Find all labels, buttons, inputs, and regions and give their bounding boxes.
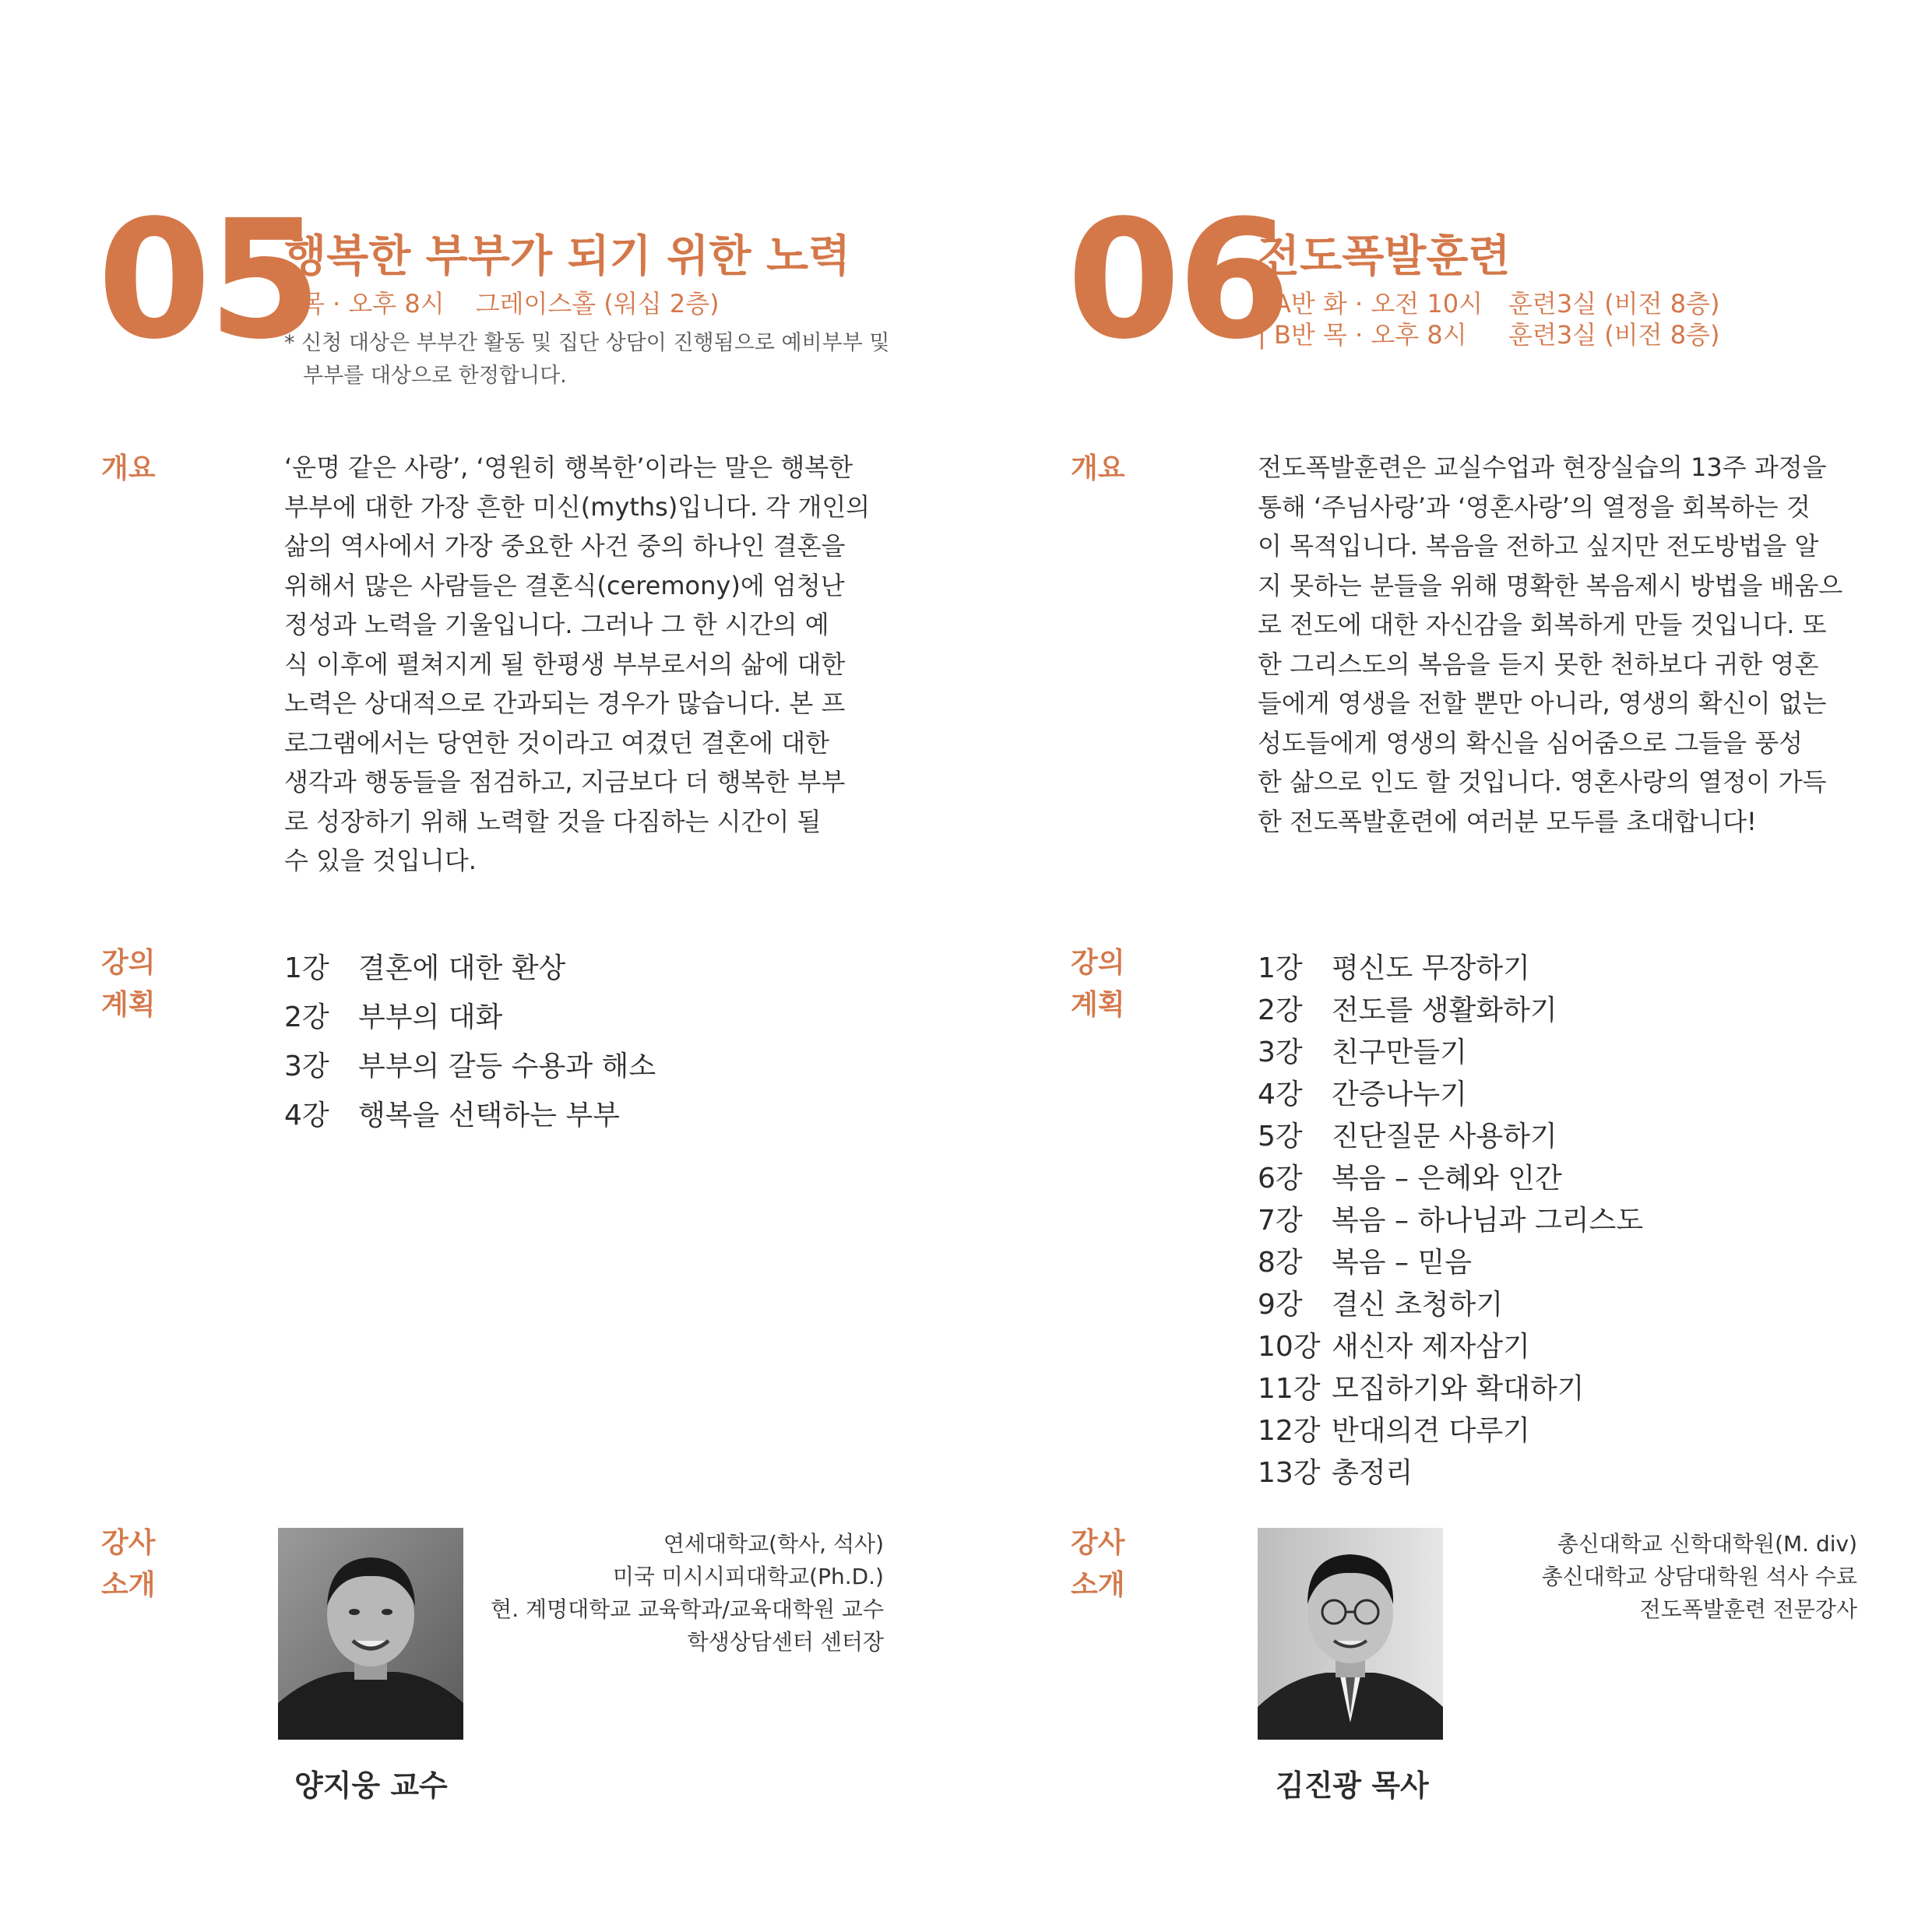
instructor-label-line: 강사 — [1071, 1527, 1125, 1559]
lecture-number: 5강 — [1258, 1121, 1303, 1153]
overview-line: 통해 ‘주님사랑’과 ‘영혼사랑’의 열정을 회복하는 것 — [1258, 491, 1811, 522]
overview-line: 노력은 상대적으로 간과되는 경우가 많습니다. 본 프 — [284, 688, 846, 718]
overview-line: 들에게 영생을 전할 뿐만 아니라, 영생의 확신이 없는 — [1258, 688, 1827, 718]
lecture-number: 12강 — [1258, 1415, 1321, 1447]
instructor-photo — [1258, 1528, 1443, 1740]
lecture-number: 10강 — [1258, 1331, 1321, 1363]
overview-line: 정성과 노력을 기울입니다. 그러나 그 한 시간의 예 — [284, 610, 829, 639]
overview-line: 로 전도에 대한 자신감을 회복하게 만들 것입니다. 또 — [1258, 610, 1827, 639]
lecture-title: 총정리 — [1332, 1457, 1413, 1489]
lecture-item — [1258, 1198, 1643, 1238]
bio-line: 총신대학교 상담대학원 석사 수료 — [1541, 1564, 1857, 1589]
overview-line: 로그램에서는 당연한 것이라고 여겼던 결혼에 대한 — [284, 727, 830, 758]
overview-line: 부부에 대한 가장 흔한 미신(myths)입니다. 각 개인의 — [284, 491, 871, 522]
schedule-day-time: | 목 · 오후 8시 — [284, 289, 445, 318]
lecture-item — [284, 995, 502, 1035]
lecture-number: 13강 — [1258, 1457, 1321, 1489]
lecture-item — [1258, 1367, 1584, 1406]
lecture-title: 친구만들기 — [1332, 1036, 1467, 1068]
lecture-title: 모집하기와 확대하기 — [1332, 1373, 1585, 1405]
plan-label-line: 강의 — [101, 947, 156, 979]
program-06 — [966, 0, 1931, 1932]
instructor-name: 양지웅 교수 — [294, 1768, 448, 1803]
program-title: 행복한 부부가 되기 위한 노력 — [284, 231, 851, 282]
lecture-item — [1258, 988, 1557, 1028]
instructor-label — [101, 1522, 156, 1606]
lecture-number: 2강 — [284, 1001, 329, 1033]
lecture-title: 반대의견 다루기 — [1332, 1415, 1530, 1447]
overview-line: ‘운명 같은 사랑’, ‘영원히 행복한’이라는 말은 행복한 — [284, 452, 853, 482]
overview-label: 개요 — [101, 452, 156, 484]
overview-text — [1258, 448, 1857, 841]
overview-line: 로 성장하기 위해 노력할 것을 다짐하는 시간이 될 — [284, 806, 822, 836]
lecture-item — [1258, 1156, 1562, 1196]
instructor-bio — [1542, 1528, 1857, 1626]
lecture-title: 진단질문 사용하기 — [1332, 1121, 1557, 1153]
lecture-item — [1258, 1325, 1530, 1364]
plan-label-line: 계획 — [101, 989, 156, 1021]
lecture-title: 결신 초청하기 — [1332, 1289, 1504, 1321]
bio-line: 연세대학교(학사, 석사) — [663, 1531, 884, 1557]
lecture-number: 1강 — [1258, 952, 1303, 984]
bio-line: 전도폭발훈련 전문강사 — [1639, 1596, 1857, 1622]
lecture-item — [284, 1093, 620, 1133]
lecture-number: 6강 — [1258, 1163, 1303, 1195]
note-line: * 신청 대상은 부부간 활동 및 집단 상담이 진행됨으로 예비부부 및 — [284, 331, 890, 355]
lecture-title: 복음 – 은혜와 인간 — [1332, 1163, 1562, 1195]
instructor-bio — [491, 1528, 884, 1659]
instructor-name: 김진광 목사 — [1276, 1768, 1429, 1803]
program-note — [284, 327, 889, 392]
note-line: 부부를 대상으로 한정합니다. — [303, 364, 567, 388]
program-title: 전도폭발훈련 — [1258, 231, 1511, 282]
lecture-number: 8강 — [1258, 1247, 1303, 1279]
overview-line: 위해서 많은 사람들은 결혼식(ceremony)에 엄청난 — [284, 570, 845, 600]
overview-line: 지 못하는 분들을 위해 명확한 복음제시 방법을 배움으 — [1258, 570, 1843, 600]
bio-line: 미국 미시시피대학교(Ph.D.) — [612, 1564, 884, 1589]
plan-label — [1071, 942, 1125, 1026]
lecture-title: 결혼에 대한 환상 — [358, 952, 566, 984]
lecture-title: 간증나누기 — [1332, 1079, 1467, 1110]
lecture-title: 부부의 갈등 수용과 해소 — [358, 1050, 656, 1082]
program-number: 05 — [97, 185, 319, 375]
lecture-title: 새신자 제자삼기 — [1332, 1331, 1530, 1363]
lecture-item — [1258, 1072, 1467, 1112]
overview-line: 식 이후에 펼쳐지게 될 한평생 부부로서의 삶에 대한 — [284, 649, 846, 679]
overview-line: 생각과 행동들을 점검하고, 지금보다 더 행복한 부부 — [284, 767, 846, 797]
lecture-item — [284, 1044, 656, 1084]
instructor-label-line: 소개 — [101, 1569, 156, 1601]
plan-label-line: 계획 — [1071, 989, 1125, 1021]
lecture-title: 복음 – 믿음 — [1332, 1247, 1472, 1279]
overview-line: 한 삶으로 인도 할 것입니다. 영혼사랑의 열정이 가득 — [1258, 767, 1827, 797]
overview-line: 이 목적입니다. 복음을 전하고 싶지만 전도방법을 알 — [1258, 531, 1819, 561]
lecture-item — [1258, 1283, 1503, 1322]
lecture-title: 행복을 선택하는 부부 — [358, 1100, 620, 1131]
lecture-item — [1258, 946, 1530, 986]
lecture-number: 7강 — [1258, 1205, 1303, 1237]
overview-line: 성도들에게 영생의 확신을 심어줌으로 그들을 풍성 — [1258, 727, 1804, 758]
lecture-title: 전도를 생활화하기 — [1332, 994, 1557, 1026]
lecture-number: 4강 — [1258, 1079, 1303, 1110]
overview-label: 개요 — [1071, 452, 1125, 484]
lecture-item — [1258, 1451, 1413, 1490]
schedule-day-time: | A반 화 · 오전 10시 — [1258, 289, 1483, 318]
program-schedule-b — [1258, 315, 1720, 351]
lecture-number: 1강 — [284, 952, 329, 984]
lecture-number: 9강 — [1258, 1289, 1303, 1321]
lecture-number: 11강 — [1258, 1373, 1321, 1405]
lecture-title: 복음 – 하나님과 그리스도 — [1332, 1205, 1644, 1237]
lecture-item — [1258, 1030, 1467, 1070]
schedule-day-time: | B반 목 · 오후 8시 — [1258, 320, 1467, 350]
instructor-label-line: 강사 — [101, 1527, 156, 1559]
lecture-number: 3강 — [1258, 1036, 1303, 1068]
schedule-place: 그레이스홀 (워십 2층) — [475, 289, 720, 318]
lecture-item — [284, 946, 565, 986]
lecture-title: 부부의 대화 — [358, 1001, 503, 1033]
instructor-label — [1071, 1522, 1125, 1606]
bio-line: 총신대학교 신학대학원(M. div) — [1557, 1531, 1857, 1557]
lecture-number: 3강 — [284, 1050, 329, 1082]
bio-line: 현. 계명대학교 교육학과/교육대학원 교수 — [491, 1596, 884, 1622]
lecture-item — [1258, 1114, 1557, 1154]
lecture-title: 평신도 무장하기 — [1332, 952, 1530, 984]
lecture-item — [1258, 1240, 1472, 1280]
instructor-portrait — [1258, 1528, 1443, 1740]
lecture-number: 4강 — [284, 1100, 329, 1131]
lecture-item — [1258, 1409, 1530, 1448]
schedule-place: 훈련3실 (비전 8층) — [1508, 320, 1720, 350]
overview-text — [284, 448, 884, 881]
overview-line: 한 전도폭발훈련에 여러분 모두를 초대합니다! — [1258, 806, 1757, 836]
overview-line: 한 그리스도의 복음을 듣지 못한 천하보다 귀한 영혼 — [1258, 649, 1819, 679]
schedule-place: 훈련3실 (비전 8층) — [1508, 289, 1720, 318]
overview-line: 전도폭발훈련은 교실수업과 현장실습의 13주 과정을 — [1258, 452, 1827, 482]
program-schedule — [284, 284, 720, 320]
overview-line: 수 있을 것입니다. — [284, 846, 477, 875]
overview-line: 삶의 역사에서 가장 중요한 사건 중의 하나인 결혼을 — [284, 531, 846, 561]
bio-line: 학생상담센터 센터장 — [687, 1629, 884, 1655]
instructor-photo — [278, 1528, 463, 1740]
program-number: 06 — [1067, 185, 1289, 375]
instructor-portrait — [278, 1528, 463, 1740]
plan-label-line: 강의 — [1071, 947, 1125, 979]
instructor-label-line: 소개 — [1071, 1569, 1125, 1601]
lecture-number: 2강 — [1258, 994, 1303, 1026]
plan-label — [101, 942, 156, 1026]
